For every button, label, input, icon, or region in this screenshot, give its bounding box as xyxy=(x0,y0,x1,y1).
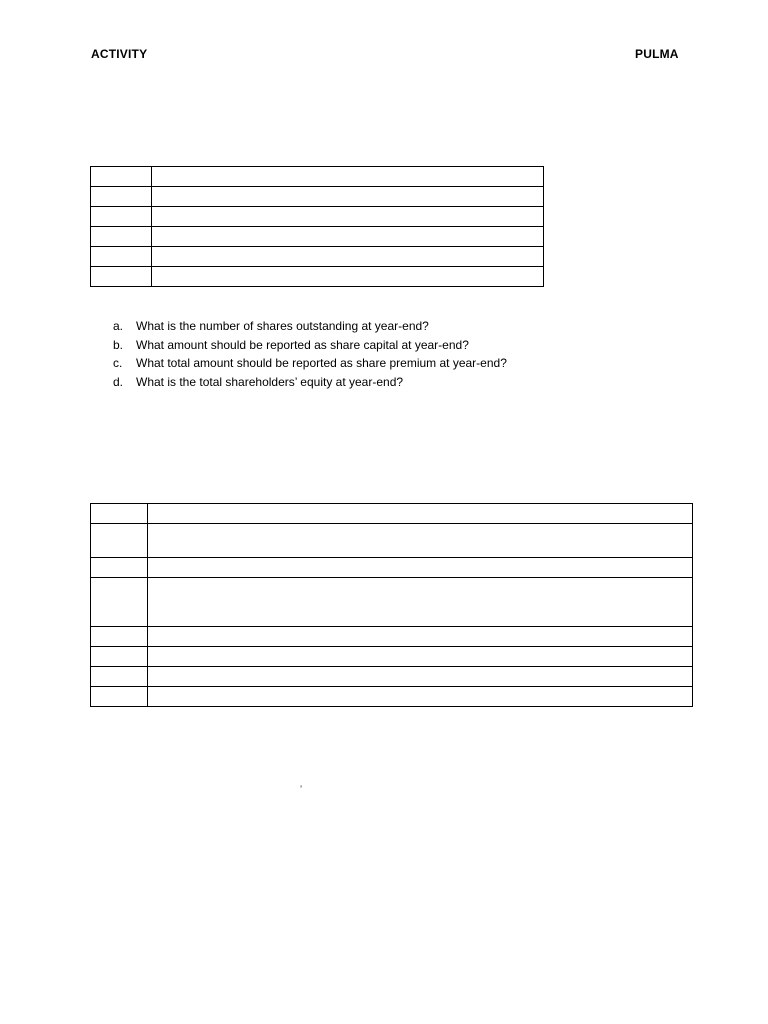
table-cell-description xyxy=(148,627,693,647)
table-row xyxy=(91,267,544,287)
question-text: What is the total shareholders’ equity at year-end? xyxy=(136,375,404,390)
table-row xyxy=(91,558,693,578)
list-item xyxy=(113,336,507,355)
header-name-label: PULMA xyxy=(635,47,679,61)
table-cell-date xyxy=(91,187,152,207)
list-marker: d. xyxy=(113,375,124,390)
table-cell-description xyxy=(152,227,544,247)
list-item xyxy=(113,317,507,336)
table-row xyxy=(91,687,693,707)
question-text: What total amount should be reported as share premium at year-end? xyxy=(136,356,507,371)
table-cell-date xyxy=(91,167,152,187)
table-cell-description xyxy=(152,207,544,227)
table-cell-description xyxy=(152,167,544,187)
table-row xyxy=(91,647,693,667)
question-text: What is the number of shares outstanding at year-end? xyxy=(136,319,429,333)
transactions-table xyxy=(90,166,544,287)
table-cell-date xyxy=(91,267,152,287)
question-list xyxy=(113,317,507,392)
question-text: What amount should be reported as share capital at year-end? xyxy=(136,337,469,352)
table-cell-description xyxy=(148,558,693,578)
table-cell-date xyxy=(91,558,148,578)
table-row xyxy=(91,578,693,627)
table-row xyxy=(91,207,544,227)
list-marker: a. xyxy=(113,319,124,333)
table-cell-date xyxy=(91,504,148,524)
list-item xyxy=(113,354,507,373)
table-row xyxy=(91,627,693,647)
table-cell-date xyxy=(91,247,152,267)
table-row xyxy=(91,524,693,558)
second-transactions-table xyxy=(90,503,693,707)
list-item xyxy=(113,373,507,392)
list-marker: b. xyxy=(113,337,124,352)
table-row xyxy=(91,187,544,207)
table-cell-description xyxy=(148,524,693,558)
table-cell-date xyxy=(91,647,148,667)
table-cell-description xyxy=(152,267,544,287)
table-cell-description xyxy=(148,578,693,627)
table-row xyxy=(91,167,544,187)
stray-apostrophe: ’ xyxy=(300,784,302,794)
table-cell-description xyxy=(152,187,544,207)
table-cell-date xyxy=(91,227,152,247)
table-cell-date xyxy=(91,667,148,687)
table-row xyxy=(91,667,693,687)
table-cell-date xyxy=(91,207,152,227)
table-cell-description xyxy=(152,247,544,267)
table-cell-description xyxy=(148,647,693,667)
table-cell-date xyxy=(91,578,148,627)
table-cell-description xyxy=(148,504,693,524)
list-marker: c. xyxy=(113,356,123,371)
table-cell-description xyxy=(148,687,693,707)
table-cell-date xyxy=(91,687,148,707)
table-row xyxy=(91,504,693,524)
header-activity-label: ACTIVITY xyxy=(91,47,148,61)
table-row xyxy=(91,247,544,267)
table-cell-date xyxy=(91,627,148,647)
table-cell-description xyxy=(148,667,693,687)
table-row xyxy=(91,227,544,247)
table-cell-date xyxy=(91,524,148,558)
